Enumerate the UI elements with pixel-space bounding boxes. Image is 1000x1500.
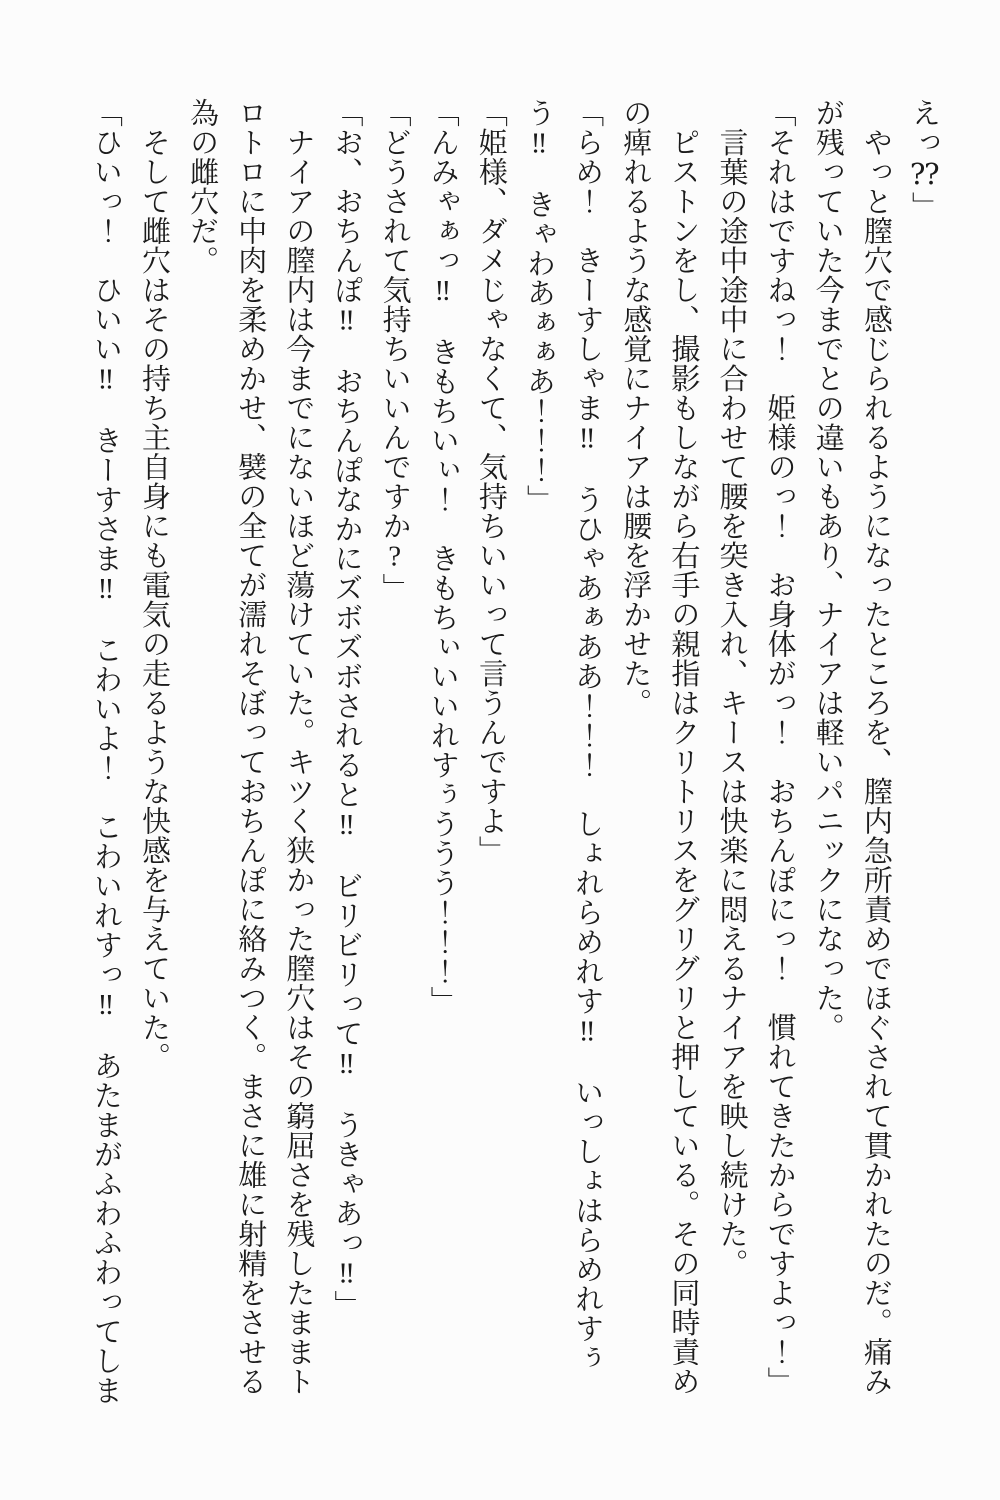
text-column-15: ロトロに中肉を柔めかせ、襞の全てが濡れそぼっておちんぽに絡みつく。まさに雄に射精をさせる xyxy=(234,98,267,1396)
text-column-10: 「姫様、ダメじゃなくて、気持ちいいって言うんですよ」 xyxy=(474,98,507,865)
text-column-16: 為の雌穴だ。 xyxy=(186,98,219,275)
text-column-11: 「んみゃぁっ‼ きもちいぃ！ きもちぃいいれすぅううう！！！」 xyxy=(426,98,459,1016)
text-column-13: 「お、おちんぽ‼ おちんぽなかにズボズボされると‼ ビリビリって‼ うきゃあっ‼」 xyxy=(330,98,363,1320)
text-column-9: う‼ きゃわあぁぁあ！！！」 xyxy=(523,98,555,514)
text-column-3: が残っていた今までとの違いもあり、ナイアは軽いパニックになった。 xyxy=(811,98,844,1042)
text-column-6: ピストンをし、撮影もしながら右手の親指はクリトリスをグリグリと押している。その同時責め xyxy=(667,98,700,1396)
text-column-2: やっと膣穴で感じられるようになったところを、膣内急所責めでほぐされて貫かれたのだ。痛み xyxy=(859,98,892,1396)
text-column-4: 「それはですねっ！ 姫様のっ！ お身体がっ！ おちんぽにっ！ 慣れてきたからですよっ！」 xyxy=(763,98,796,1396)
text-column-5: 言葉の途中途中に合わせて腰を突き入れ、キースは快楽に悶えるナイアを映し続けた。 xyxy=(715,98,748,1278)
text-column-1: えっ⁇」 xyxy=(908,98,940,221)
text-column-12: 「どうされて気持ちいいんですか?」 xyxy=(378,98,411,603)
text-column-7: の痺れるような感覚にナイアは腰を浮かせた。 xyxy=(619,98,652,718)
text-column-8: 「らめ！ きーすしゃま‼ うひゃあぁああ！！！ しょれらめれす‼ いっしょはらめれすぅ xyxy=(571,98,604,1373)
text-column-17: そして雌穴はその持ち主自身にも電気の走るような快感を与えていた。 xyxy=(138,98,170,1072)
text-column-14: ナイアの膣内は今までにないほど蕩けていた。キツく狭かった膣穴はその窮屈さを残したままト xyxy=(282,98,315,1396)
text-column-18: 「ひいっ！ ひいい‼ きーすさま‼ こわいよ！ こわいれすっ‼ あたまがふわふわってしま xyxy=(89,98,122,1405)
novel-text-page xyxy=(82,98,948,1405)
